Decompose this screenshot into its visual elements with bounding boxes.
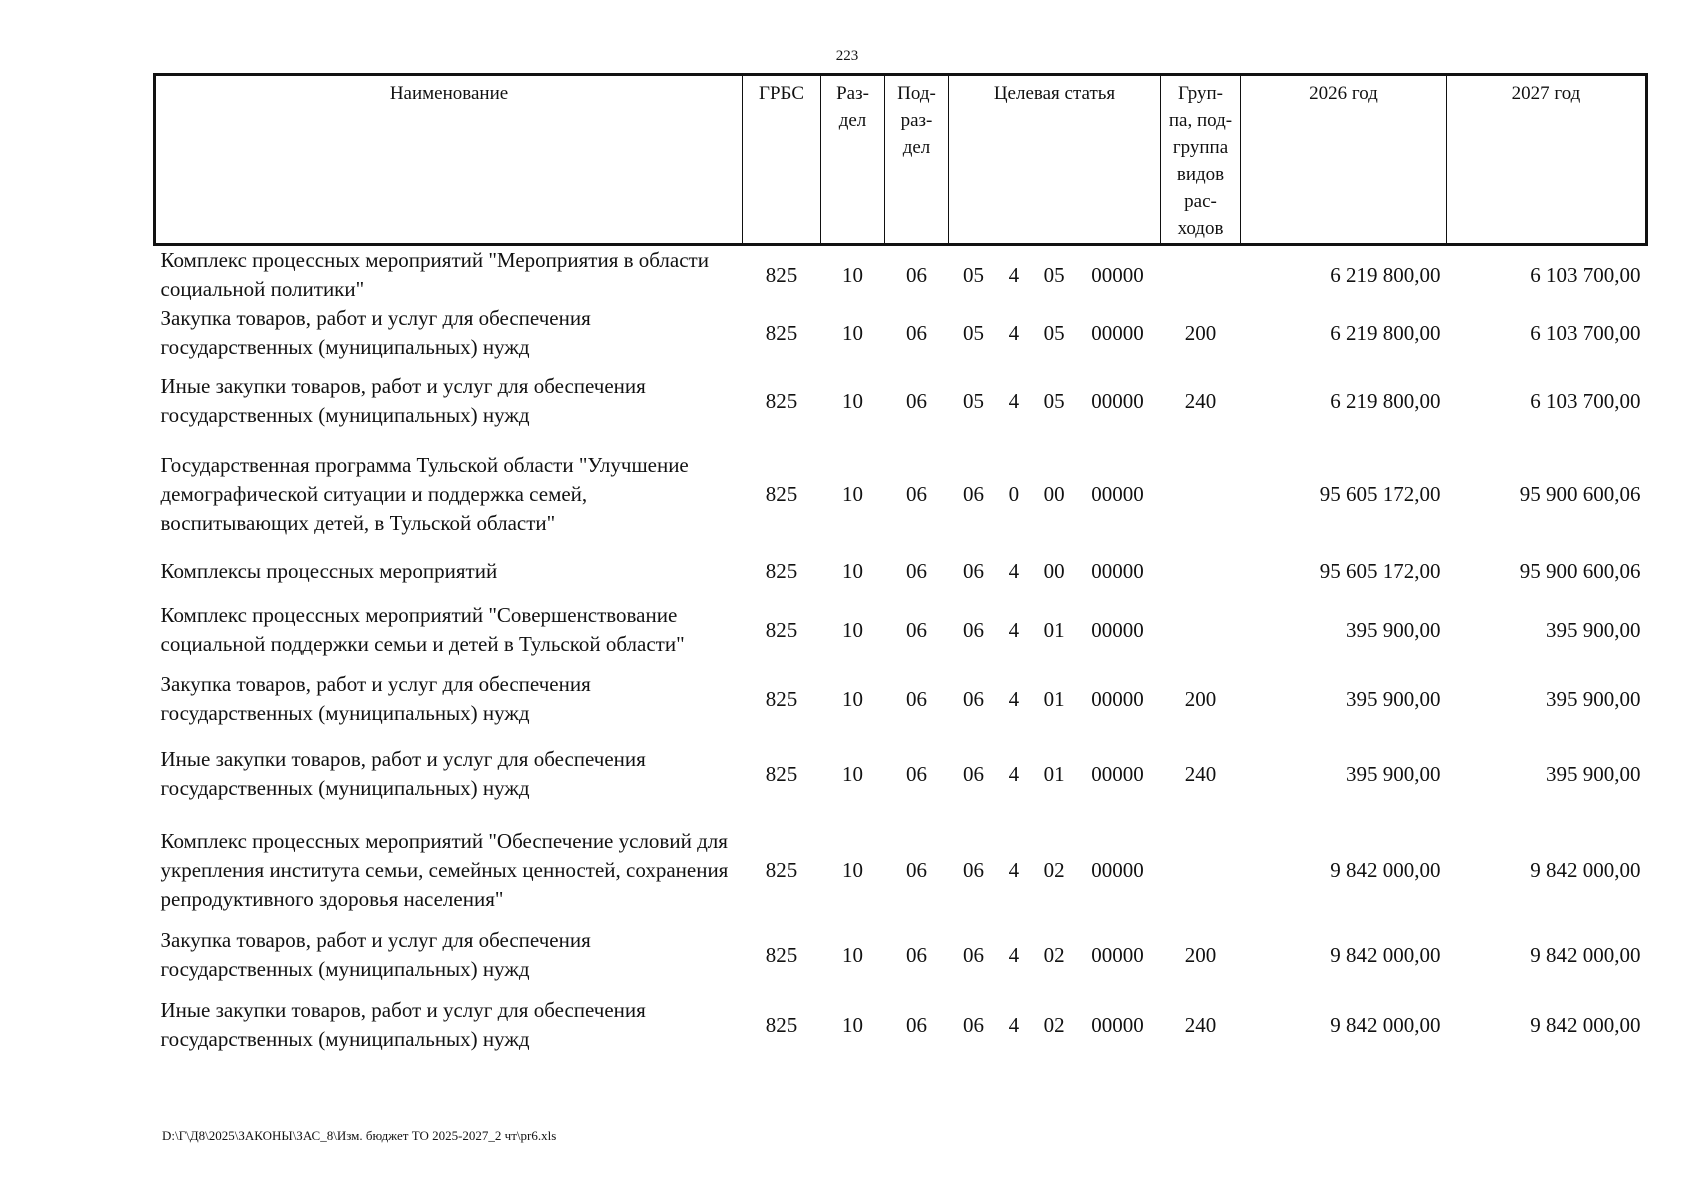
row-amount-2027: 95 900 600,06 bbox=[1519, 558, 1641, 583]
row-grbs: 825 bbox=[765, 1012, 798, 1037]
row-celevaya-statya bbox=[949, 362, 1161, 440]
row-name: Закупка товаров, работ и услуг для обеспечения государственных (муниципальных) нужд bbox=[160, 928, 591, 981]
row-amount-2026: 95 605 172,00 bbox=[1319, 558, 1441, 583]
row-name: Иные закупки товаров, работ и услуг для обеспечения государственных (муниципальных) нужд bbox=[160, 998, 646, 1051]
table-row bbox=[155, 924, 1647, 986]
row-amount-2026: 9 842 000,00 bbox=[1330, 942, 1441, 967]
row-celevaya-statya bbox=[949, 816, 1161, 924]
row-amount-2027: 6 103 700,00 bbox=[1530, 388, 1641, 413]
row-amount-2026: 9 842 000,00 bbox=[1330, 857, 1441, 882]
row-vid-rashodov: 240 bbox=[1184, 761, 1217, 786]
row-name: Комплекс процессных мероприятий "Мероприятия в области социальной политики" bbox=[160, 248, 709, 301]
table-header-row bbox=[155, 75, 1647, 245]
row-razdel: 10 bbox=[842, 942, 863, 967]
row-celevaya-statya bbox=[949, 594, 1161, 666]
row-celevaya-part: 00000 bbox=[1091, 320, 1144, 345]
row-vid-rashodov: 240 bbox=[1184, 388, 1217, 413]
row-celevaya-part: 00000 bbox=[1091, 388, 1144, 413]
row-amount-2026: 95 605 172,00 bbox=[1319, 481, 1441, 506]
row-celevaya-part: 00000 bbox=[1091, 262, 1144, 287]
row-vid-rashodov bbox=[1161, 594, 1241, 666]
header-podrazdel: Под- раз- дел bbox=[885, 75, 949, 245]
row-podrazdel: 06 bbox=[906, 262, 927, 287]
row-celevaya-part: 00000 bbox=[1091, 761, 1144, 786]
row-podrazdel: 06 bbox=[906, 558, 927, 583]
row-amount-2026: 395 900,00 bbox=[1346, 761, 1441, 786]
row-celevaya-part: 05 bbox=[1043, 388, 1065, 413]
row-razdel: 10 bbox=[842, 761, 863, 786]
row-celevaya-part: 02 bbox=[1043, 942, 1065, 967]
row-celevaya-part: 06 bbox=[963, 617, 984, 642]
row-amount-2026: 9 842 000,00 bbox=[1330, 1012, 1441, 1037]
row-grbs: 825 bbox=[765, 388, 798, 413]
table-row bbox=[155, 986, 1647, 1064]
row-celevaya-part: 4 bbox=[1008, 558, 1020, 583]
row-celevaya-part: 06 bbox=[963, 558, 984, 583]
row-celevaya-part: 06 bbox=[963, 481, 984, 506]
row-grbs: 825 bbox=[765, 761, 798, 786]
row-amount-2026: 6 219 800,00 bbox=[1330, 320, 1441, 345]
row-podrazdel: 06 bbox=[906, 617, 927, 642]
row-celevaya-part: 06 bbox=[963, 857, 984, 882]
table-row bbox=[155, 440, 1647, 548]
row-name: Комплекс процессных мероприятий "Совершенствование социальной поддержки семьи и детей в Тульской области" bbox=[160, 603, 685, 656]
row-celevaya-part: 06 bbox=[963, 942, 984, 967]
row-amount-2026: 395 900,00 bbox=[1346, 686, 1441, 711]
row-vid-rashodov bbox=[1161, 548, 1241, 594]
header-year-2027: 2027 год bbox=[1447, 75, 1647, 245]
row-celevaya-part: 4 bbox=[1008, 857, 1020, 882]
row-grbs: 825 bbox=[765, 320, 798, 345]
row-amount-2027: 9 842 000,00 bbox=[1530, 1012, 1641, 1037]
row-celevaya-part: 06 bbox=[963, 1012, 984, 1037]
table-row bbox=[155, 666, 1647, 732]
row-amount-2026: 6 219 800,00 bbox=[1330, 388, 1441, 413]
row-razdel: 10 bbox=[842, 686, 863, 711]
row-amount-2027: 6 103 700,00 bbox=[1530, 320, 1641, 345]
row-celevaya-part: 00000 bbox=[1091, 481, 1144, 506]
row-amount-2026: 395 900,00 bbox=[1346, 617, 1441, 642]
row-celevaya-part: 00000 bbox=[1091, 686, 1144, 711]
row-vid-rashodov bbox=[1161, 245, 1241, 305]
row-celevaya-part: 01 bbox=[1043, 761, 1065, 786]
header-name: Наименование bbox=[155, 75, 743, 245]
row-celevaya-statya bbox=[949, 666, 1161, 732]
header-gruppa-vidov: Груп- па, под- группа видов рас- ходов bbox=[1161, 75, 1241, 245]
row-celevaya-statya bbox=[949, 924, 1161, 986]
row-celevaya-part: 4 bbox=[1008, 942, 1020, 967]
row-celevaya-part: 00000 bbox=[1091, 857, 1144, 882]
row-celevaya-part: 02 bbox=[1043, 1012, 1065, 1037]
table-body bbox=[155, 245, 1647, 1065]
row-celevaya-part: 4 bbox=[1008, 761, 1020, 786]
row-celevaya-part: 00 bbox=[1043, 558, 1065, 583]
table-row bbox=[155, 816, 1647, 924]
row-celevaya-part: 00000 bbox=[1091, 617, 1144, 642]
row-razdel: 10 bbox=[842, 558, 863, 583]
row-vid-rashodov: 240 bbox=[1184, 1012, 1217, 1037]
row-razdel: 10 bbox=[842, 857, 863, 882]
footer-file-path: D:\Г\Д8\2025\ЗАКОНЫ\ЗАС_8\Изм. бюджет ТО 2025-2027_2 чт\pr6.xls bbox=[162, 1128, 557, 1143]
row-celevaya-statya bbox=[949, 245, 1161, 305]
row-celevaya-part: 00 bbox=[1043, 481, 1065, 506]
row-name: Государственная программа Тульской области "Улучшение демографической ситуации и поддержка семей, воспитывающих детей, в Тульской области" bbox=[160, 452, 689, 535]
row-celevaya-part: 0 bbox=[1008, 481, 1020, 506]
row-celevaya-part: 00000 bbox=[1091, 558, 1144, 583]
row-name: Комплексы процессных мероприятий bbox=[160, 558, 498, 583]
table-row bbox=[155, 304, 1647, 362]
row-grbs: 825 bbox=[765, 262, 798, 287]
row-vid-rashodov: 200 bbox=[1184, 686, 1217, 711]
row-podrazdel: 06 bbox=[906, 481, 927, 506]
row-name: Комплекс процессных мероприятий "Обеспечение условий для укрепления института семьи, семейных ценностей, сохранения репродуктивного здоровья населения" bbox=[160, 828, 729, 911]
row-name: Закупка товаров, работ и услуг для обеспечения государственных (муниципальных) нужд bbox=[160, 306, 591, 359]
row-grbs: 825 bbox=[765, 686, 798, 711]
row-celevaya-part: 4 bbox=[1008, 1012, 1020, 1037]
row-amount-2027: 395 900,00 bbox=[1546, 761, 1641, 786]
row-amount-2027: 9 842 000,00 bbox=[1530, 942, 1641, 967]
row-razdel: 10 bbox=[842, 320, 863, 345]
row-celevaya-part: 4 bbox=[1008, 388, 1020, 413]
budget-table bbox=[153, 73, 1648, 1064]
row-amount-2027: 395 900,00 bbox=[1546, 686, 1641, 711]
row-vid-rashodov bbox=[1161, 816, 1241, 924]
table-row bbox=[155, 594, 1647, 666]
row-celevaya-part: 00000 bbox=[1091, 1012, 1144, 1037]
row-podrazdel: 06 bbox=[906, 942, 927, 967]
row-grbs: 825 bbox=[765, 617, 798, 642]
table-row bbox=[155, 548, 1647, 594]
table-row bbox=[155, 362, 1647, 440]
row-grbs: 825 bbox=[765, 481, 798, 506]
row-grbs: 825 bbox=[765, 558, 798, 583]
row-celevaya-statya bbox=[949, 986, 1161, 1064]
row-celevaya-part: 05 bbox=[963, 388, 984, 413]
header-razdel: Раз- дел bbox=[821, 75, 885, 245]
row-amount-2027: 9 842 000,00 bbox=[1530, 857, 1641, 882]
row-vid-rashodov: 200 bbox=[1184, 320, 1217, 345]
row-podrazdel: 06 bbox=[906, 388, 927, 413]
row-name: Иные закупки товаров, работ и услуг для обеспечения государственных (муниципальных) нужд bbox=[160, 374, 646, 427]
row-podrazdel: 06 bbox=[906, 1012, 927, 1037]
row-celevaya-part: 01 bbox=[1043, 686, 1065, 711]
row-celevaya-part: 05 bbox=[1043, 262, 1065, 287]
header-celevaya-statya: Целевая статья bbox=[949, 75, 1161, 245]
row-razdel: 10 bbox=[842, 262, 863, 287]
row-celevaya-statya bbox=[949, 440, 1161, 548]
row-grbs: 825 bbox=[765, 942, 798, 967]
row-celevaya-part: 4 bbox=[1008, 320, 1020, 345]
header-grbs: ГРБС bbox=[743, 75, 821, 245]
row-celevaya-statya bbox=[949, 548, 1161, 594]
header-year-2026: 2026 год bbox=[1241, 75, 1447, 245]
row-podrazdel: 06 bbox=[906, 686, 927, 711]
row-name: Закупка товаров, работ и услуг для обеспечения государственных (муниципальных) нужд bbox=[160, 672, 591, 725]
row-amount-2026: 6 219 800,00 bbox=[1330, 262, 1441, 287]
row-celevaya-part: 06 bbox=[963, 686, 984, 711]
row-amount-2027: 395 900,00 bbox=[1546, 617, 1641, 642]
row-name: Иные закупки товаров, работ и услуг для обеспечения государственных (муниципальных) нужд bbox=[160, 747, 646, 800]
row-celevaya-part: 01 bbox=[1043, 617, 1065, 642]
row-celevaya-part: 05 bbox=[963, 320, 984, 345]
row-razdel: 10 bbox=[842, 617, 863, 642]
row-razdel: 10 bbox=[842, 388, 863, 413]
row-celevaya-part: 06 bbox=[963, 761, 984, 786]
row-podrazdel: 06 bbox=[906, 320, 927, 345]
row-razdel: 10 bbox=[842, 481, 863, 506]
row-celevaya-part: 00000 bbox=[1091, 942, 1144, 967]
row-podrazdel: 06 bbox=[906, 857, 927, 882]
row-celevaya-statya bbox=[949, 304, 1161, 362]
row-vid-rashodov bbox=[1161, 440, 1241, 548]
row-amount-2027: 6 103 700,00 bbox=[1530, 262, 1641, 287]
table-row bbox=[155, 245, 1647, 305]
row-razdel: 10 bbox=[842, 1012, 863, 1037]
row-celevaya-part: 05 bbox=[963, 262, 984, 287]
row-celevaya-part: 4 bbox=[1008, 262, 1020, 287]
row-celevaya-statya bbox=[949, 732, 1161, 816]
row-celevaya-part: 05 bbox=[1043, 320, 1065, 345]
row-grbs: 825 bbox=[765, 857, 798, 882]
row-celevaya-part: 02 bbox=[1043, 857, 1065, 882]
row-celevaya-part: 4 bbox=[1008, 617, 1020, 642]
page-number: 223 bbox=[835, 48, 859, 64]
row-podrazdel: 06 bbox=[906, 761, 927, 786]
row-vid-rashodov: 200 bbox=[1184, 942, 1217, 967]
table-row bbox=[155, 732, 1647, 816]
row-celevaya-part: 4 bbox=[1008, 686, 1020, 711]
row-amount-2027: 95 900 600,06 bbox=[1519, 481, 1641, 506]
